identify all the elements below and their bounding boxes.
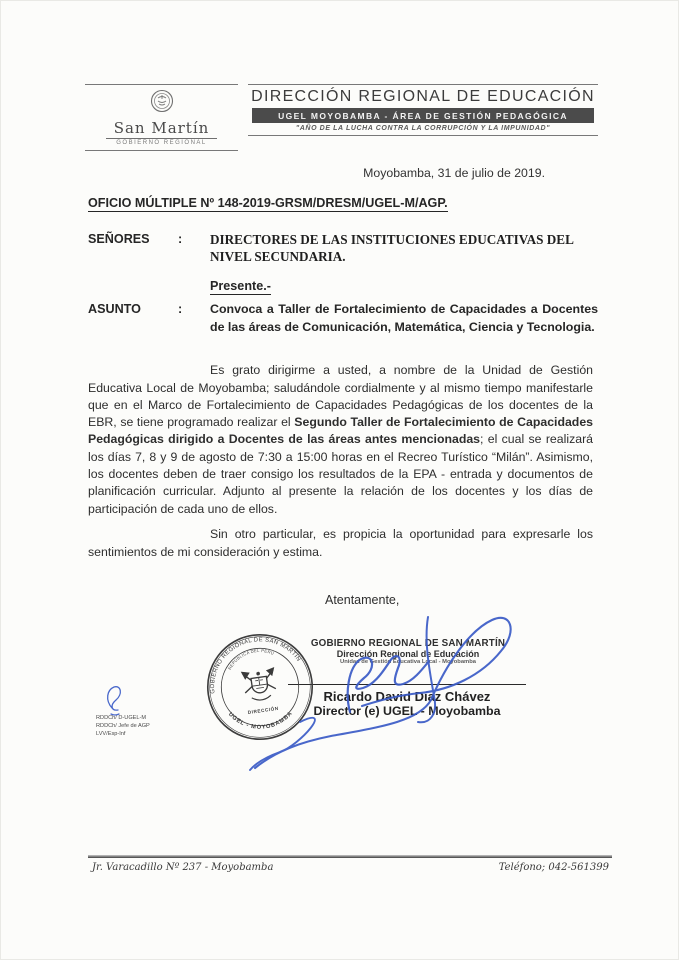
coat-of-arms-icon	[241, 667, 278, 702]
senores-label: SEÑORES	[88, 232, 150, 246]
official-seal-icon	[194, 621, 325, 754]
seal-text-top: GOBIERNO REGIONAL DE SAN MARTÍN	[210, 637, 302, 694]
initials-line: LVV/Esp-Inf	[96, 731, 126, 737]
senores-value: DIRECTORES DE LAS INSTITUCIONES EDUCATIVAS DEL NIVEL SECUNDARIA.	[210, 232, 574, 264]
signatory-block	[288, 689, 526, 718]
initials-line: RDDCh/ D-UGEL-M	[96, 715, 147, 721]
seal-text-bottom: UGEL - MOYOBAMBA	[226, 710, 295, 731]
letterhead-logo-box	[85, 84, 238, 151]
footer-phone: Teléfono; 042-561399	[498, 862, 609, 873]
letterhead-rule-top-left	[85, 84, 238, 85]
footer-address: Jr. Varacadillo Nº 237 - Moyobamba	[92, 862, 274, 873]
senores-colon: :	[178, 232, 183, 246]
body-paragraph-1-post: ; el cual se realizará los días 7, 8 y 9 de agosto de 7:30 a 15:00 horas en el Recreo Turístico “Milán”. Asimismo, los docentes deben de traer consigo los resultados de la EPA - entrada y documentos de planificación curricular. Adjunto al presente la relación de los docentes y los días de participación de cada uno de ellos.	[88, 432, 593, 516]
body-paragraph-2: Sin otro particular, es propicia la oportunidad para expresarle los sentimientos de mi consideración y estima.	[88, 527, 593, 559]
letterhead-rule-bottom-right	[248, 135, 598, 136]
closing-line: Atentamente,	[325, 593, 400, 607]
initials-line: RDDCh/ Jefe de AGP	[96, 723, 150, 729]
office-stamp	[288, 638, 528, 665]
body-paragraph-1-pre: Es grato dirigirme a usted, a nombre de la Unidad de Gestión Educativa Local de Moyobamba; saludándole cordialmente y al mismo tiempo manifestarle que en el Marco de Fortalecimiento de Capacidades Pedagógicas de los docentes de la EBR, se tiene programado realizar el	[88, 363, 593, 430]
stamp-line-3: Unidad de Gestión Educativa Local - Moyobamba	[340, 659, 476, 665]
date-line: Moyobamba, 31 de julio de 2019.	[363, 166, 545, 180]
asunto-value: Convoca a Taller de Fortalecimiento de Capacidades a Docentes de las áreas de Comunicación, Matemática, Ciencia y Tecnologia.	[210, 302, 598, 334]
letterhead-right	[248, 84, 598, 136]
signature-rule	[288, 684, 526, 685]
signatory-name: Ricardo David Díaz Chávez	[323, 689, 491, 704]
logo-subtitle: GOBIERNO REGIONAL	[116, 140, 207, 146]
body-paragraph-1-bold: Segundo Taller de Fortalecimiento de Capacidades Pedagógicas dirigido a Docentes de las áreas antes mencionadas	[88, 415, 593, 447]
seal-text-inner: REPÚBLICA DEL PERÚ	[226, 647, 275, 671]
logo-region-name: San Martín	[106, 119, 218, 139]
letterhead-title: DIRECCIÓN REGIONAL DE EDUCACIÓN	[251, 88, 595, 105]
oficio-number-title: OFICIO MÚLTIPLE Nº 148-2019-GRSM/DRESM/UGEL-M/AGP.	[88, 196, 448, 210]
stamp-line-1: GOBIERNO REGIONAL DE SAN MARTÍN	[310, 638, 506, 649]
drafting-initials	[96, 714, 150, 738]
presente-line: Presente.-	[210, 279, 271, 293]
regional-crest-icon	[149, 88, 175, 114]
signatory-title: Director (e) UGEL - Moyobamba	[313, 704, 501, 718]
footer-rule	[88, 855, 612, 858]
asunto-colon: :	[178, 302, 183, 316]
letterhead-motto: "AÑO DE LA LUCHA CONTRA LA CORRUPCIÓN Y LA IMPUNIDAD"	[295, 125, 551, 132]
stamp-line-2: Dirección Regional de Educación	[336, 649, 480, 659]
letterhead-rule-bottom-left	[85, 150, 238, 151]
letterhead-banner: UGEL MOYOBAMBA - ÁREA DE GESTIÓN PEDAGÓGICA	[252, 108, 594, 123]
asunto-label: ASUNTO	[88, 302, 141, 316]
body-paragraph-1	[88, 362, 593, 518]
seal-center-label: DIRECCIÓN	[247, 705, 280, 716]
